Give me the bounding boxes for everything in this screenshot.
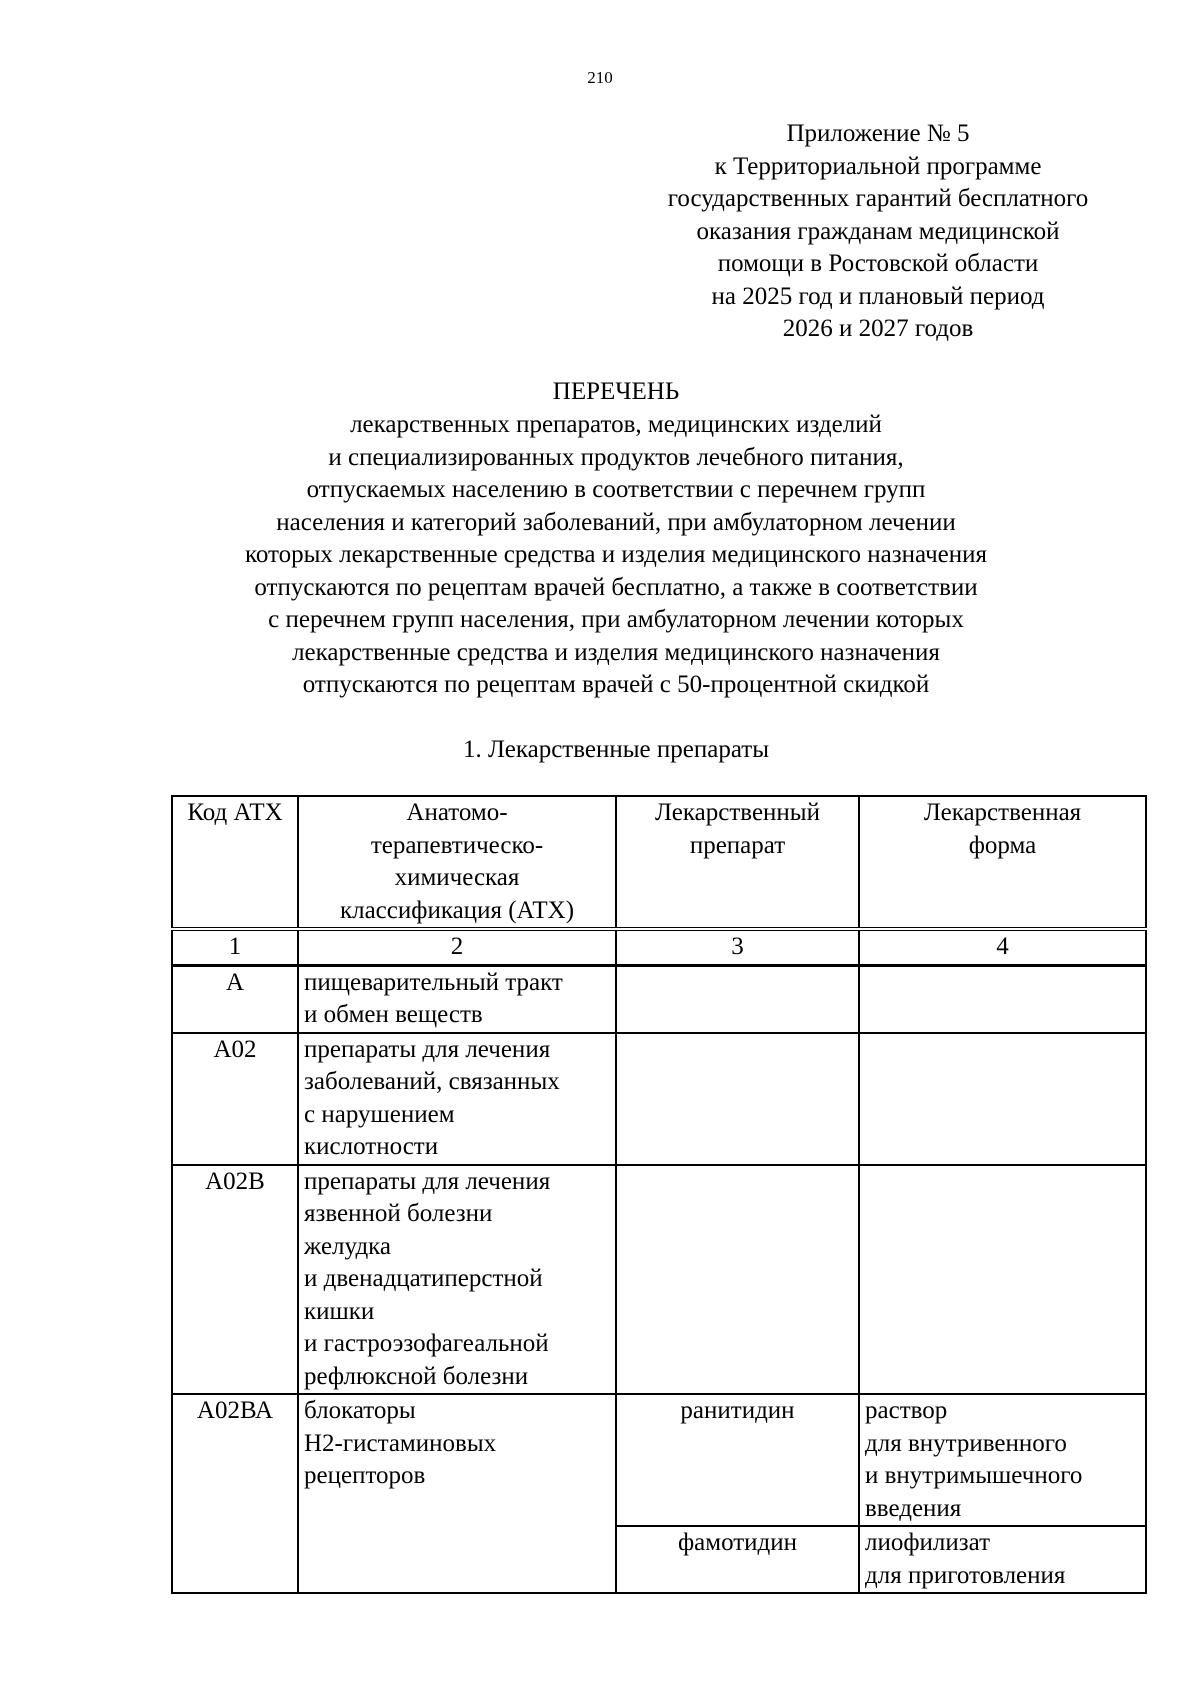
subtitle-line: с перечнем групп населения, при амбулаторном лечении которых [268, 606, 964, 633]
table-row [172, 1394, 1146, 1526]
header-form-line: форма [968, 831, 1037, 859]
atc-classification [298, 965, 616, 1033]
atc-code: А02 [172, 1033, 298, 1165]
atc-line: и обмен веществ [304, 1001, 483, 1028]
atc-line: рефлюксной болезни [304, 1362, 529, 1390]
column-number: 4 [859, 929, 1146, 965]
table-header-row [172, 796, 1146, 929]
atc-line: и двенадцатиперстной [304, 1265, 543, 1292]
column-number: 1 [172, 929, 298, 965]
page-number: 210 [587, 68, 613, 87]
table-row [172, 965, 1146, 1033]
drug-form [859, 1526, 1146, 1593]
appendix-line: на 2025 год и плановый период [711, 282, 1045, 310]
appendix-line: 2026 и 2027 годов [782, 315, 974, 342]
drug-name: фамотидин [616, 1526, 859, 1593]
document-subtitle [180, 409, 1052, 702]
form-line: и внутримышечного [865, 1462, 1083, 1489]
atc-line: желудка [304, 1232, 392, 1260]
atc-code: А02ВА [172, 1394, 298, 1593]
form-line: введения [865, 1494, 962, 1522]
atc-classification [298, 1394, 616, 1593]
drug-cell [616, 1165, 859, 1395]
appendix-line: помощи в Ростовской области [717, 250, 1039, 277]
atc-line: препараты для лечения [304, 1035, 551, 1063]
appendix-line: к Территориальной программе [714, 152, 1042, 180]
subtitle-line: отпускаются по рецептам врачей с 50-процентной скидкой [302, 671, 930, 698]
header-atc-line: химическая [394, 864, 520, 891]
header-form-line: Лекарственная [923, 799, 1082, 826]
header-atc-line: терапевтическо- [370, 831, 544, 859]
section-heading: 1. Лекарственные препараты [462, 736, 770, 763]
subtitle-line: лекарственных препаратов, медицинских изделий [350, 411, 882, 438]
form-cell [859, 1165, 1146, 1395]
header-drug-line: препарат [689, 831, 786, 859]
table-row [172, 1033, 1146, 1165]
atc-line: с нарушением [304, 1100, 455, 1128]
atc-line: и гастроэзофагеальной [304, 1330, 549, 1357]
appendix-line: оказания гражданам медицинской [696, 217, 1060, 245]
atc-classification [298, 1165, 616, 1395]
header-drug-line: Лекарственный [655, 799, 820, 826]
appendix-line: Приложение № 5 [786, 120, 970, 147]
atc-line: кишки [304, 1297, 375, 1325]
header-atc-line: классификация (АТХ) [339, 896, 575, 924]
atc-line: пищеварительный тракт [304, 968, 563, 996]
atc-line: блокаторы [304, 1397, 416, 1424]
drug-cell [616, 965, 859, 1033]
atc-classification [298, 1033, 616, 1165]
appendix-header [648, 118, 1108, 346]
header-drug [616, 796, 859, 929]
subtitle-line: лекарственные средства и изделия медицинского назначения [292, 638, 940, 666]
subtitle-line: населения и категорий заболеваний, при амбулаторном лечении [276, 508, 956, 536]
atc-line: Н2-гистаминовых [304, 1429, 497, 1457]
atc-code: А02В [172, 1165, 298, 1395]
table-row [172, 1165, 1146, 1395]
drug-name: ранитидин [616, 1394, 859, 1526]
drug-table [171, 795, 1147, 1594]
subtitle-line: которых лекарственные средства и изделия медицинского назначения [244, 541, 987, 568]
subtitle-line: отпускаются по рецептам врачей бесплатно, а также в соответствии [254, 573, 978, 601]
header-atc-line: Анатомо- [406, 799, 508, 826]
form-line: для внутривенного [865, 1429, 1067, 1457]
column-number: 2 [298, 929, 616, 965]
header-atc [298, 796, 616, 929]
document-title: ПЕРЕЧЕНЬ [552, 378, 680, 405]
atc-line: препараты для лечения [304, 1167, 551, 1195]
drug-form [859, 1394, 1146, 1526]
atc-line: заболеваний, связанных [304, 1068, 560, 1095]
atc-line: кислотности [304, 1133, 439, 1160]
atc-line: язвенной болезни [304, 1200, 493, 1227]
header-code [172, 796, 298, 929]
subtitle-line: отпускаемых населению в соответствии с перечнем групп [306, 476, 926, 503]
atc-code: А [172, 965, 298, 1033]
column-number-row [172, 929, 1146, 965]
form-line: для приготовления [865, 1561, 1066, 1589]
header-code-line: Код АТХ [187, 799, 283, 826]
form-line: лиофилизат [865, 1529, 991, 1556]
header-form [859, 796, 1146, 929]
form-line: раствор [865, 1397, 948, 1424]
form-cell [859, 1033, 1146, 1165]
atc-line: рецепторов [304, 1462, 426, 1489]
subtitle-line: и специализированных продуктов лечебного питания, [328, 443, 904, 471]
column-number: 3 [616, 929, 859, 965]
form-cell [859, 965, 1146, 1033]
drug-cell [616, 1033, 859, 1165]
appendix-line: государственных гарантий бесплатного [667, 185, 1089, 212]
